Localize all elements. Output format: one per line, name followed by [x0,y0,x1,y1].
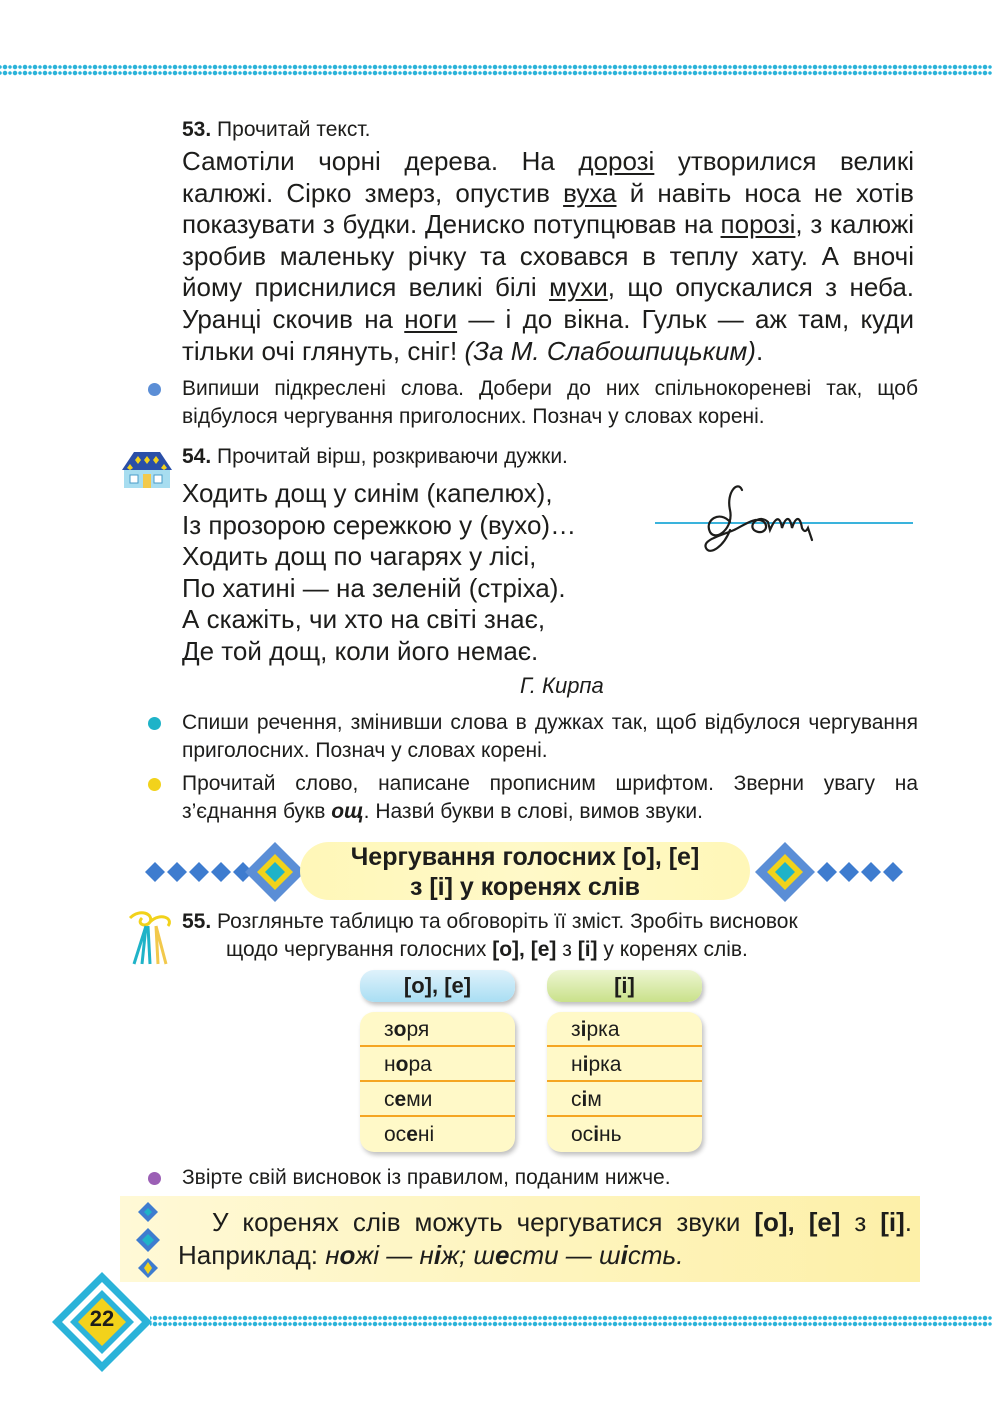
bullet-dot-icon [148,778,161,791]
text-fragment: й навіть носа не хотів показувати з будки. Дениско потупцював на [182,177,914,240]
table-cell: сім [547,1082,702,1117]
text-fragment: , що опускалися з неба. Уранці скочив на [182,272,915,334]
tassel-icon [124,908,180,968]
bullet-dot-icon [148,717,161,730]
table-header-o-e: [о], [е] [360,970,515,1002]
bullet-dot-icon [148,1172,161,1185]
rule-text: У коренях слів можуть чергуватися звуки [о], [е] з [і]. Наприклад: ножі — ніж; шести — шість. [178,1207,913,1270]
rule-ornament-icon [128,1200,168,1280]
task-55-heading [182,908,914,964]
bullet-text: Спиши речення, змінивши слова в дужках так, щоб відбулося чергування приголосних. Познач у словах корені. [182,711,918,762]
task-53-heading [182,116,914,144]
task-53-text [182,146,914,367]
table-cell: нора [360,1047,515,1082]
poem-line: По хатині — на зеленій (стріха). [182,572,566,603]
task-55-bullet [148,1164,918,1192]
table-cell: нірка [547,1047,702,1082]
sound-notation: [о], [е] [492,938,557,961]
table-cell: осінь [571,1123,622,1146]
handwritten-word-dosch [690,470,850,570]
text-fragment: Прочитай слово, написане прописним шрифтом. Зверни увагу на з’єднання букв [182,772,918,823]
table-cell: зоря [360,1012,515,1047]
table-cell: осені [384,1123,435,1146]
section-title-line: з [і] у коренях слів [409,873,641,901]
task-54-bullet-2 [148,770,918,826]
poem-author: Г. Кирпа [520,673,604,698]
task-54-bullet-1 [148,709,918,765]
poem [182,478,576,668]
task-53-bullet [148,375,918,431]
poem-line: Де той дощ, коли його немає. [182,635,539,666]
task-instruction: Прочитай текст. [217,118,371,141]
bullet-text: Випиши підкреслені слова. Добери до них спільнокореневі так, щоб відбулося чергування приголосних. Познач у словах корені. [182,377,918,428]
text-fragment: щодо чергування голосних [226,938,493,961]
poem-line: А скажіть, чи хто на світі знає, [182,604,546,635]
text-fragment: у коренях слів. [597,938,748,961]
bullet-dot-icon [148,383,161,396]
table-column-i [547,1012,702,1152]
section-banner [135,838,915,906]
task-number: 55. [182,910,212,933]
house-icon [114,446,180,490]
task-number: 54. [182,445,212,468]
underlined-word: ноги [404,303,458,334]
underlined-word: дорозі [578,146,655,176]
text-fragment: Самотіли чорні дерева. На [182,146,579,176]
table-cell: семи [360,1082,515,1117]
bottom-ornament-border [150,1315,992,1327]
task-instruction: Прочитай вірш, розкриваючи дужки. [217,445,568,468]
bullet-text: Звірте свій висновок із правилом, поданим нижче. [182,1166,671,1189]
text-source: (За М. Слабошпицьким) [464,335,756,366]
sound-notation: [і] [577,938,598,961]
table-cell: зірка [547,1012,702,1047]
table-header-i: [і] [547,970,702,1002]
bullet-text [182,770,918,826]
text-fragment: — і до вікна. Гульк — аж там, куди тільки очі глянуть, сніг! [182,303,914,366]
letter-combination: ощ [331,800,364,823]
section-title [275,842,775,902]
poem-line: Ходить дощ по чагарях у лісі, [182,541,537,572]
text-fragment: . [755,335,764,366]
task-number: 53. [182,118,212,141]
underlined-word: порозі [720,209,796,240]
poem-line: Із прозорою сережкою у (вухо)… [182,509,577,540]
text-fragment: , з калюжі зробив маленьку річку та сховався в теплу хату. А вночі йому приснилися великі білі [182,209,914,303]
right-ornament-icon [755,842,915,902]
text-fragment: утворилися великі калюжі. Сірко змерз, опустив [182,146,914,208]
top-ornament-border [0,64,992,76]
text-fragment: з [556,938,578,961]
task-54-heading [182,443,914,471]
underlined-word: вуха [563,177,617,208]
page-number: 22 [89,1306,115,1331]
text-fragment: . Назви́ букви в слові, вимов звуки. [363,800,703,823]
poem-line: Ходить дощ у синім (капелюх), [182,478,553,508]
task-instruction: Розгляньте таблицю та обговоріть її зміст. Зробіть висновок [217,910,798,933]
table-column-o-e [360,1012,515,1152]
section-title-line: Чергування голосних [о], [е] [350,843,700,871]
underlined-word: мухи [549,272,608,303]
